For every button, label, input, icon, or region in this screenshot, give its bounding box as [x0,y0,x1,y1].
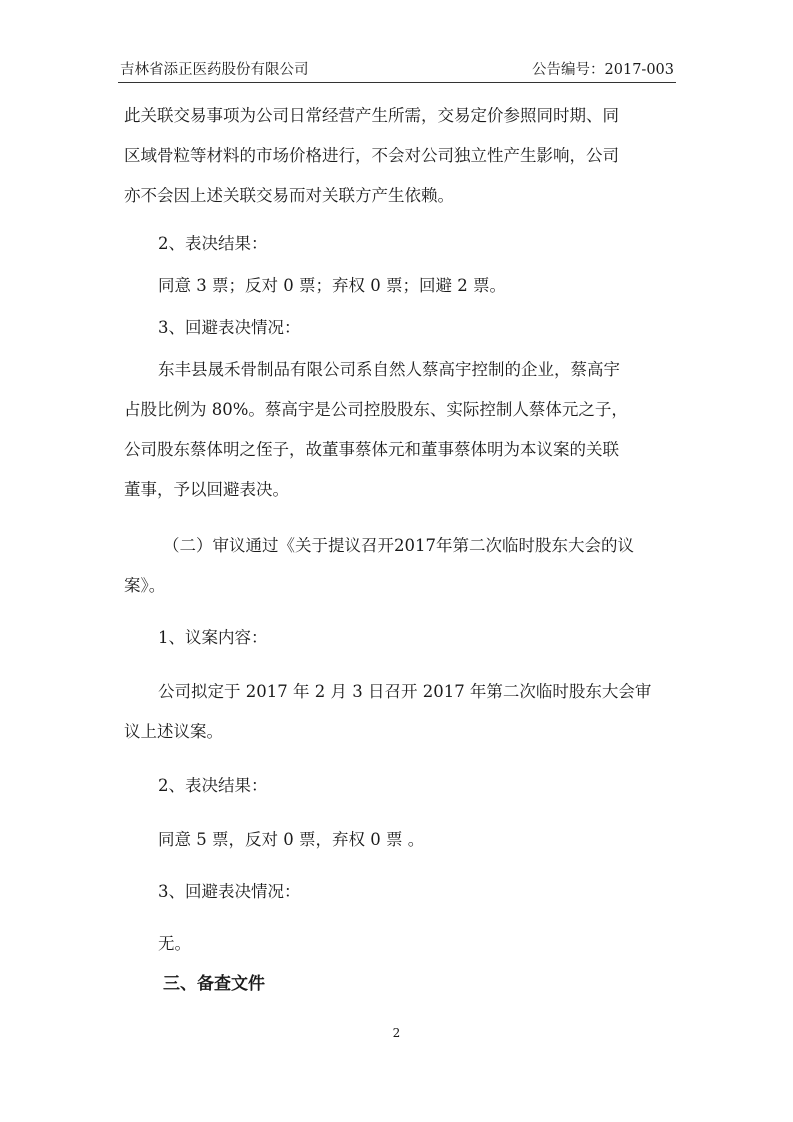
paragraph-line: 无。 [158,934,191,953]
subheading-recusal: 3、回避表决情况： [158,318,301,337]
header-company-name: 吉林省添正医药股份有限公司 [120,62,309,78]
paragraph-line: 同意 3 票；反对 0 票；弃权 0 票；回避 2 票。 [158,276,506,295]
subheading-recusal: 3、回避表决情况： [158,882,301,901]
section-heading-motion-2: （二）审议通过《关于提议召开2017年第二次临时股东大会的议 [163,536,634,555]
page-number: 2 [392,1026,401,1040]
section-heading-documents: 三、备查文件 [163,974,265,994]
paragraph-line: 案》。 [124,576,166,595]
paragraph-line: 占股比例为 80%。蔡高宇是公司控股股东、实际控制人蔡体元之子， [124,400,628,419]
subheading-motion-content: 1、议案内容： [158,628,268,647]
subheading-vote-result: 2、表决结果： [158,234,268,253]
subheading-vote-result: 2、表决结果： [158,776,268,795]
paragraph-line: 区域骨粒等材料的市场价格进行，不会对公司独立性产生影响，公司 [124,146,619,165]
running-header [118,58,676,83]
paragraph-line: 议上述议案。 [124,722,223,741]
paragraph-line: 公司股东蔡体明之侄子，故董事蔡体元和董事蔡体明为本议案的关联 [124,440,619,459]
paragraph-line: 亦不会因上述关联交易而对关联方产生依赖。 [124,186,454,205]
paragraph-line: 公司拟定于 2017 年 2 月 3 日召开 2017 年第二次临时股东大会审 [158,682,652,701]
paragraph-line: 东丰县晟禾骨制品有限公司系自然人蔡高宇控制的企业，蔡高宇 [158,360,620,379]
paragraph-line: 同意 5 票，反对 0 票，弃权 0 票 。 [158,830,425,849]
header-notice-number: 公告编号：2017-003 [532,62,674,78]
paragraph-line: 此关联交易事项为公司日常经营产生所需，交易定价参照同时期、同 [124,106,619,125]
paragraph-line: 董事，予以回避表决。 [124,480,289,499]
